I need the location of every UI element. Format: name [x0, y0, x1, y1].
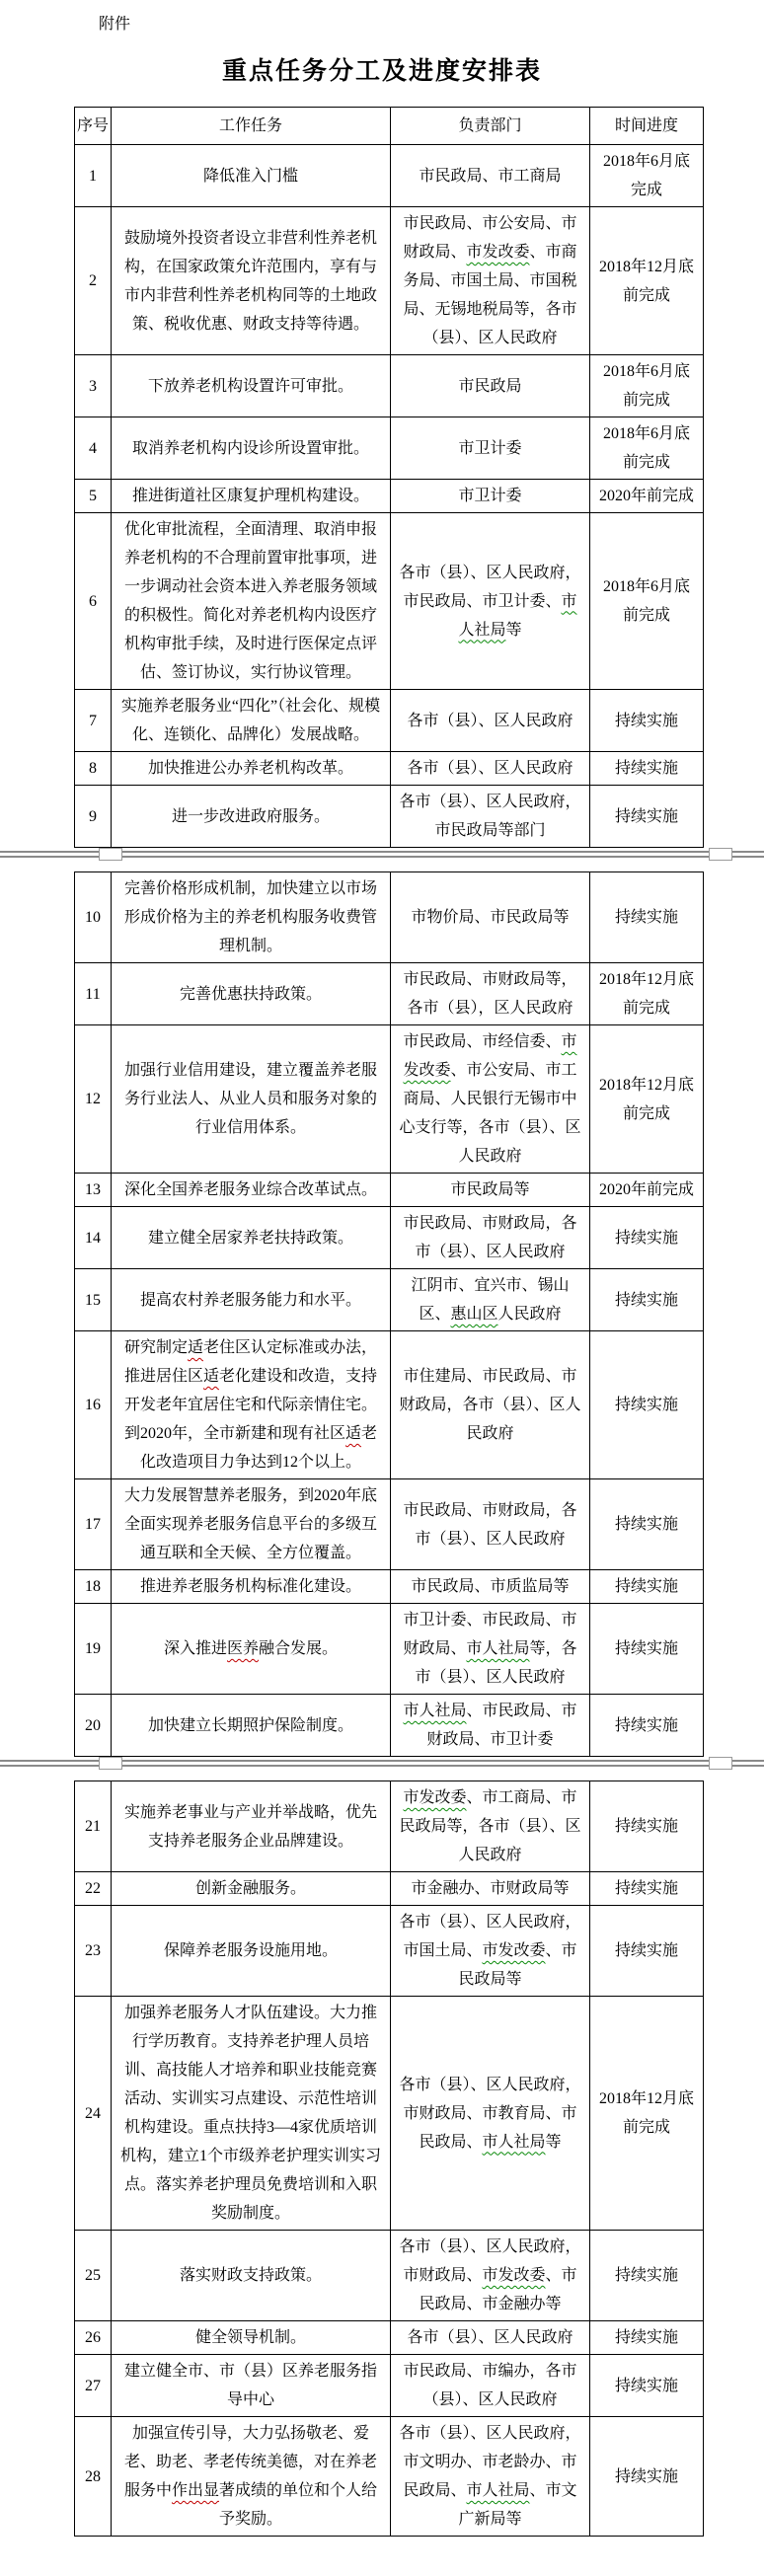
- time-cell: 2018年12月底前完成: [590, 1025, 704, 1174]
- dept-cell: 各市（县）、区人民政府，市民政局、市卫计委、市人社局等: [391, 513, 590, 690]
- bottom-margin: [0, 2537, 764, 2576]
- table-row: [75, 417, 704, 480]
- task-cell: 保障养老服务设施用地。: [112, 1906, 391, 1997]
- table-row: [75, 1174, 704, 1207]
- time-cell: 2018年6月底前完成: [590, 355, 704, 417]
- row-number-cell: 23: [75, 1906, 112, 1997]
- table-row: [75, 1570, 704, 1604]
- row-number-cell: 5: [75, 480, 112, 513]
- time-cell: 持续实施: [590, 1695, 704, 1757]
- task-cell: 健全领导机制。: [112, 2321, 391, 2355]
- time-cell: 2018年6月底完成: [590, 145, 704, 207]
- time-cell: 2018年6月底前完成: [590, 417, 704, 480]
- table-row: [75, 1479, 704, 1570]
- spellcheck-red-mark: 作出显: [171, 2482, 219, 2499]
- time-cell: 持续实施: [590, 2355, 704, 2417]
- spellcheck-green-mark: 惠山区: [450, 1306, 498, 1323]
- spellcheck-red-mark: 医养: [226, 1640, 259, 1657]
- table-row: [75, 1207, 704, 1269]
- dept-cell: 市卫计委: [391, 480, 590, 513]
- task-cell: 完善价格形成机制，加快建立以市场形成价格为主的养老机构服务收费管理机制。: [112, 872, 391, 963]
- dept-cell: 市金融办、市财政局等: [391, 1872, 590, 1906]
- task-cell: 大力发展智慧养老服务，到2020年底全面实现养老服务信息平台的多级互通互联和全天候、全方位覆盖。: [112, 1479, 391, 1570]
- time-cell: 持续实施: [590, 2417, 704, 2537]
- time-cell: 2020年前完成: [590, 1174, 704, 1207]
- row-number-cell: 14: [75, 1207, 112, 1269]
- task-cell: 加强宣传引导，大力弘扬敬老、爱老、助老、孝老传统美德，对在养老服务中作出显著成绩的单位和个人给予奖励。: [112, 2417, 391, 2537]
- table-row: [75, 752, 704, 786]
- dept-cell: 市民政局等: [391, 1174, 590, 1207]
- dept-cell: 市民政局、市工商局: [391, 145, 590, 207]
- table-row: [75, 2355, 704, 2417]
- dept-cell: 各市（县）、区人民政府: [391, 2321, 590, 2355]
- table-row: [75, 1781, 704, 1872]
- row-number-cell: 17: [75, 1479, 112, 1570]
- task-cell: 深入推进医养融合发展。: [112, 1604, 391, 1695]
- dept-cell: 市民政局、市财政局，各市（县）、区人民政府: [391, 1207, 590, 1269]
- dept-cell: 各市（县）、区人民政府，市财政局、市发改委、市民政局、市金融办等: [391, 2231, 590, 2321]
- time-cell: 持续实施: [590, 1872, 704, 1906]
- dept-cell: 市发改委、市工商局、市民政局等，各市（县）、区人民政府: [391, 1781, 590, 1872]
- dept-cell: 江阴市、宜兴市、锡山区、惠山区人民政府: [391, 1269, 590, 1331]
- schedule-table-container: [0, 107, 764, 2537]
- task-cell: 建立健全居家养老扶持政策。: [112, 1207, 391, 1269]
- spellcheck-green-mark: 市发改委: [482, 2267, 546, 2284]
- task-cell: 推进街道社区康复护理机构建设。: [112, 480, 391, 513]
- dept-cell: 各市（县）、区人民政府，市国土局、市发改委、市民政局等: [391, 1906, 590, 1997]
- time-cell: 持续实施: [590, 1906, 704, 1997]
- task-cell: 研究制定适老住区认定标准或办法，推进居住区适老化建设和改造，支持开发老年宜居住宅和代际亲情住宅。到2020年，全市新建和现有社区适老化改造项目力争达到12个以上。: [112, 1331, 391, 1479]
- table-row: [75, 207, 704, 355]
- time-cell: 持续实施: [590, 1331, 704, 1479]
- page-break-notch: [709, 848, 732, 861]
- task-cell: 建立健全市、市（县）区养老服务指导中心: [112, 2355, 391, 2417]
- schedule-table: [74, 871, 704, 1757]
- table-row: [75, 2417, 704, 2537]
- dept-cell: 各市（县）、区人民政府，市财政局、市教育局、市民政局、市人社局等: [391, 1997, 590, 2231]
- schedule-table: [74, 1780, 704, 2537]
- task-cell: 加强养老服务人才队伍建设。大力推行学历教育。支持养老护理人员培训、高技能人才培养和职业技能竞赛活动、实训实习点建设、示范性培训机构建设。重点扶持3—4家优质培训机构，建立1个市级养老护理实训实习点。落实养老护理员免费培训和入职奖励制度。: [112, 1997, 391, 2231]
- table-row: [75, 1025, 704, 1174]
- dept-cell: 市民政局、市编办，各市（县）、区人民政府: [391, 2355, 590, 2417]
- row-number-cell: 9: [75, 786, 112, 848]
- task-cell: 加强行业信用建设，建立覆盖养老服务行业法人、从业人员和服务对象的行业信用体系。: [112, 1025, 391, 1174]
- schedule-table: [74, 107, 704, 848]
- time-cell: 持续实施: [590, 1207, 704, 1269]
- time-cell: 2020年前完成: [590, 480, 704, 513]
- row-number-cell: 15: [75, 1269, 112, 1331]
- time-cell: 持续实施: [590, 2231, 704, 2321]
- row-number-cell: 7: [75, 690, 112, 752]
- header-time: 时间进度: [590, 108, 704, 145]
- row-number-cell: 12: [75, 1025, 112, 1174]
- row-number-cell: 28: [75, 2417, 112, 2537]
- spellcheck-green-mark: 市人社局: [403, 1703, 467, 1719]
- table-row: [75, 355, 704, 417]
- table-row: [75, 145, 704, 207]
- spellcheck-green-mark: 市发改委: [482, 1942, 546, 1959]
- time-cell: 2018年12月底前完成: [590, 1997, 704, 2231]
- dept-cell: 市卫计委: [391, 417, 590, 480]
- table-row: [75, 872, 704, 963]
- time-cell: 持续实施: [590, 2321, 704, 2355]
- row-number-cell: 25: [75, 2231, 112, 2321]
- spellcheck-green-mark: 市人社局: [466, 2482, 530, 2499]
- table-row: [75, 513, 704, 690]
- task-cell: 落实财政支持政策。: [112, 2231, 391, 2321]
- task-cell: 实施养老事业与产业并举战略，优先支持养老服务企业品牌建设。: [112, 1781, 391, 1872]
- dept-cell: 市民政局、市财政局等，各市（县），区人民政府: [391, 963, 590, 1025]
- time-cell: 持续实施: [590, 1604, 704, 1695]
- time-cell: 2018年12月底前完成: [590, 207, 704, 355]
- dept-cell: 市民政局、市公安局、市财政局、市发改委、市商务局、市国土局、市国税局、无锡地税局等，各市（县）、区人民政府: [391, 207, 590, 355]
- row-number-cell: 22: [75, 1872, 112, 1906]
- row-number-cell: 11: [75, 963, 112, 1025]
- row-number-cell: 18: [75, 1570, 112, 1604]
- task-cell: 降低准入门槛: [112, 145, 391, 207]
- table-row: [75, 1872, 704, 1906]
- time-cell: 持续实施: [590, 1781, 704, 1872]
- header-no: 序号: [75, 108, 112, 145]
- row-number-cell: 27: [75, 2355, 112, 2417]
- table-row: [75, 480, 704, 513]
- time-cell: 持续实施: [590, 1570, 704, 1604]
- spellcheck-green-mark: 市发改委: [466, 244, 530, 261]
- time-cell: 持续实施: [590, 1479, 704, 1570]
- page-title: 重点任务分工及进度安排表: [221, 57, 542, 85]
- table-row: [75, 1331, 704, 1479]
- task-cell: 加快推进公办养老机构改革。: [112, 752, 391, 786]
- row-number-cell: 10: [75, 872, 112, 963]
- task-cell: 提高农村养老服务能力和水平。: [112, 1269, 391, 1331]
- page-break-separator: [0, 1757, 764, 1780]
- row-number-cell: 6: [75, 513, 112, 690]
- table-row: [75, 963, 704, 1025]
- spellcheck-red-mark: 适: [187, 1339, 203, 1356]
- page-break-notch: [99, 1757, 122, 1770]
- spellcheck-green-mark: 市人社局: [466, 1640, 530, 1657]
- time-cell: 持续实施: [590, 690, 704, 752]
- task-cell: 推进养老服务机构标准化建设。: [112, 1570, 391, 1604]
- dept-cell: 各市（县）、区人民政府，市文明办、市老龄办、市民政局、市人社局、市文广新局等: [391, 2417, 590, 2537]
- table-row: [75, 2321, 704, 2355]
- time-cell: 持续实施: [590, 752, 704, 786]
- task-cell: 鼓励境外投资者设立非营利性养老机构，在国家政策允许范围内，享有与市内非营利性养老机构同等的土地政策、税收优惠、财政支持等待遇。: [112, 207, 391, 355]
- attachment-label: 附件: [99, 16, 131, 33]
- dept-cell: 市物价局、市民政局等: [391, 872, 590, 963]
- spellcheck-red-mark: 适: [344, 1425, 361, 1442]
- page-break-notch: [99, 848, 122, 861]
- row-number-cell: 4: [75, 417, 112, 480]
- task-cell: 完善优惠扶持政策。: [112, 963, 391, 1025]
- dept-cell: 市人社局、市民政局、市财政局、市卫计委: [391, 1695, 590, 1757]
- task-cell: 取消养老机构内设诊所设置审批。: [112, 417, 391, 480]
- dept-cell: 市民政局: [391, 355, 590, 417]
- time-cell: 持续实施: [590, 786, 704, 848]
- spellcheck-green-mark: 市发改委: [403, 1789, 467, 1806]
- task-cell: 实施养老服务业“四化”（社会化、规模化、连锁化、品牌化）发展战略。: [112, 690, 391, 752]
- task-cell: 深化全国养老服务业综合改革试点。: [112, 1174, 391, 1207]
- row-number-cell: 8: [75, 752, 112, 786]
- task-cell: 创新金融服务。: [112, 1872, 391, 1906]
- row-number-cell: 26: [75, 2321, 112, 2355]
- task-cell: 下放养老机构设置许可审批。: [112, 355, 391, 417]
- table-row: [75, 1604, 704, 1695]
- dept-cell: 各市（县）、区人民政府: [391, 690, 590, 752]
- task-cell: 进一步改进政府服务。: [112, 786, 391, 848]
- row-number-cell: 3: [75, 355, 112, 417]
- time-cell: 2018年6月底前完成: [590, 513, 704, 690]
- row-number-cell: 20: [75, 1695, 112, 1757]
- header-task: 工作任务: [112, 108, 391, 145]
- time-cell: 持续实施: [590, 1269, 704, 1331]
- dept-cell: 市民政局、市财政局，各市（县）、区人民政府: [391, 1479, 590, 1570]
- spellcheck-green-mark: 市人社局: [482, 2133, 546, 2151]
- row-number-cell: 2: [75, 207, 112, 355]
- task-cell: 优化审批流程，全面清理、取消申报养老机构的不合理前置审批事项，进一步调动社会资本进入养老服务领域的积极性。简化对养老机构内设医疗机构审批手续，及时进行医保定点评估、签订协议，实行协议管理。: [112, 513, 391, 690]
- row-number-cell: 24: [75, 1997, 112, 2231]
- table-row: [75, 1906, 704, 1997]
- row-number-cell: 21: [75, 1781, 112, 1872]
- dept-cell: 市住建局、市民政局、市财政局，各市（县）、区人民政府: [391, 1331, 590, 1479]
- row-number-cell: 1: [75, 145, 112, 207]
- table-row: [75, 786, 704, 848]
- time-cell: 持续实施: [590, 872, 704, 963]
- page-break-separator: [0, 848, 764, 871]
- spellcheck-green-mark: 市人社局: [458, 592, 577, 639]
- dept-cell: 各市（县）、区人民政府: [391, 752, 590, 786]
- row-number-cell: 13: [75, 1174, 112, 1207]
- dept-cell: 市民政局、市经信委、市发改委、市公安局、市工商局、人民银行无锡市中心支行等，各市（县）、区人民政府: [391, 1025, 590, 1174]
- table-row: [75, 1997, 704, 2231]
- dept-cell: 市卫计委、市民政局、市财政局、市人社局等，各市（县）、区人民政府: [391, 1604, 590, 1695]
- task-cell: 加快建立长期照护保险制度。: [112, 1695, 391, 1757]
- spellcheck-green-mark: 市发改委: [403, 1033, 577, 1079]
- row-number-cell: 16: [75, 1331, 112, 1479]
- time-cell: 2018年12月底前完成: [590, 963, 704, 1025]
- page-break-notch: [709, 1757, 732, 1770]
- dept-cell: 市民政局、市质监局等: [391, 1570, 590, 1604]
- table-header-row: [75, 108, 704, 145]
- table-row: [75, 2231, 704, 2321]
- table-row: [75, 1269, 704, 1331]
- row-number-cell: 19: [75, 1604, 112, 1695]
- spellcheck-red-mark: 适: [202, 1368, 219, 1385]
- header-dept: 负责部门: [391, 108, 590, 145]
- dept-cell: 各市（县）、区人民政府，市民政局等部门: [391, 786, 590, 848]
- table-row: [75, 1695, 704, 1757]
- table-row: [75, 690, 704, 752]
